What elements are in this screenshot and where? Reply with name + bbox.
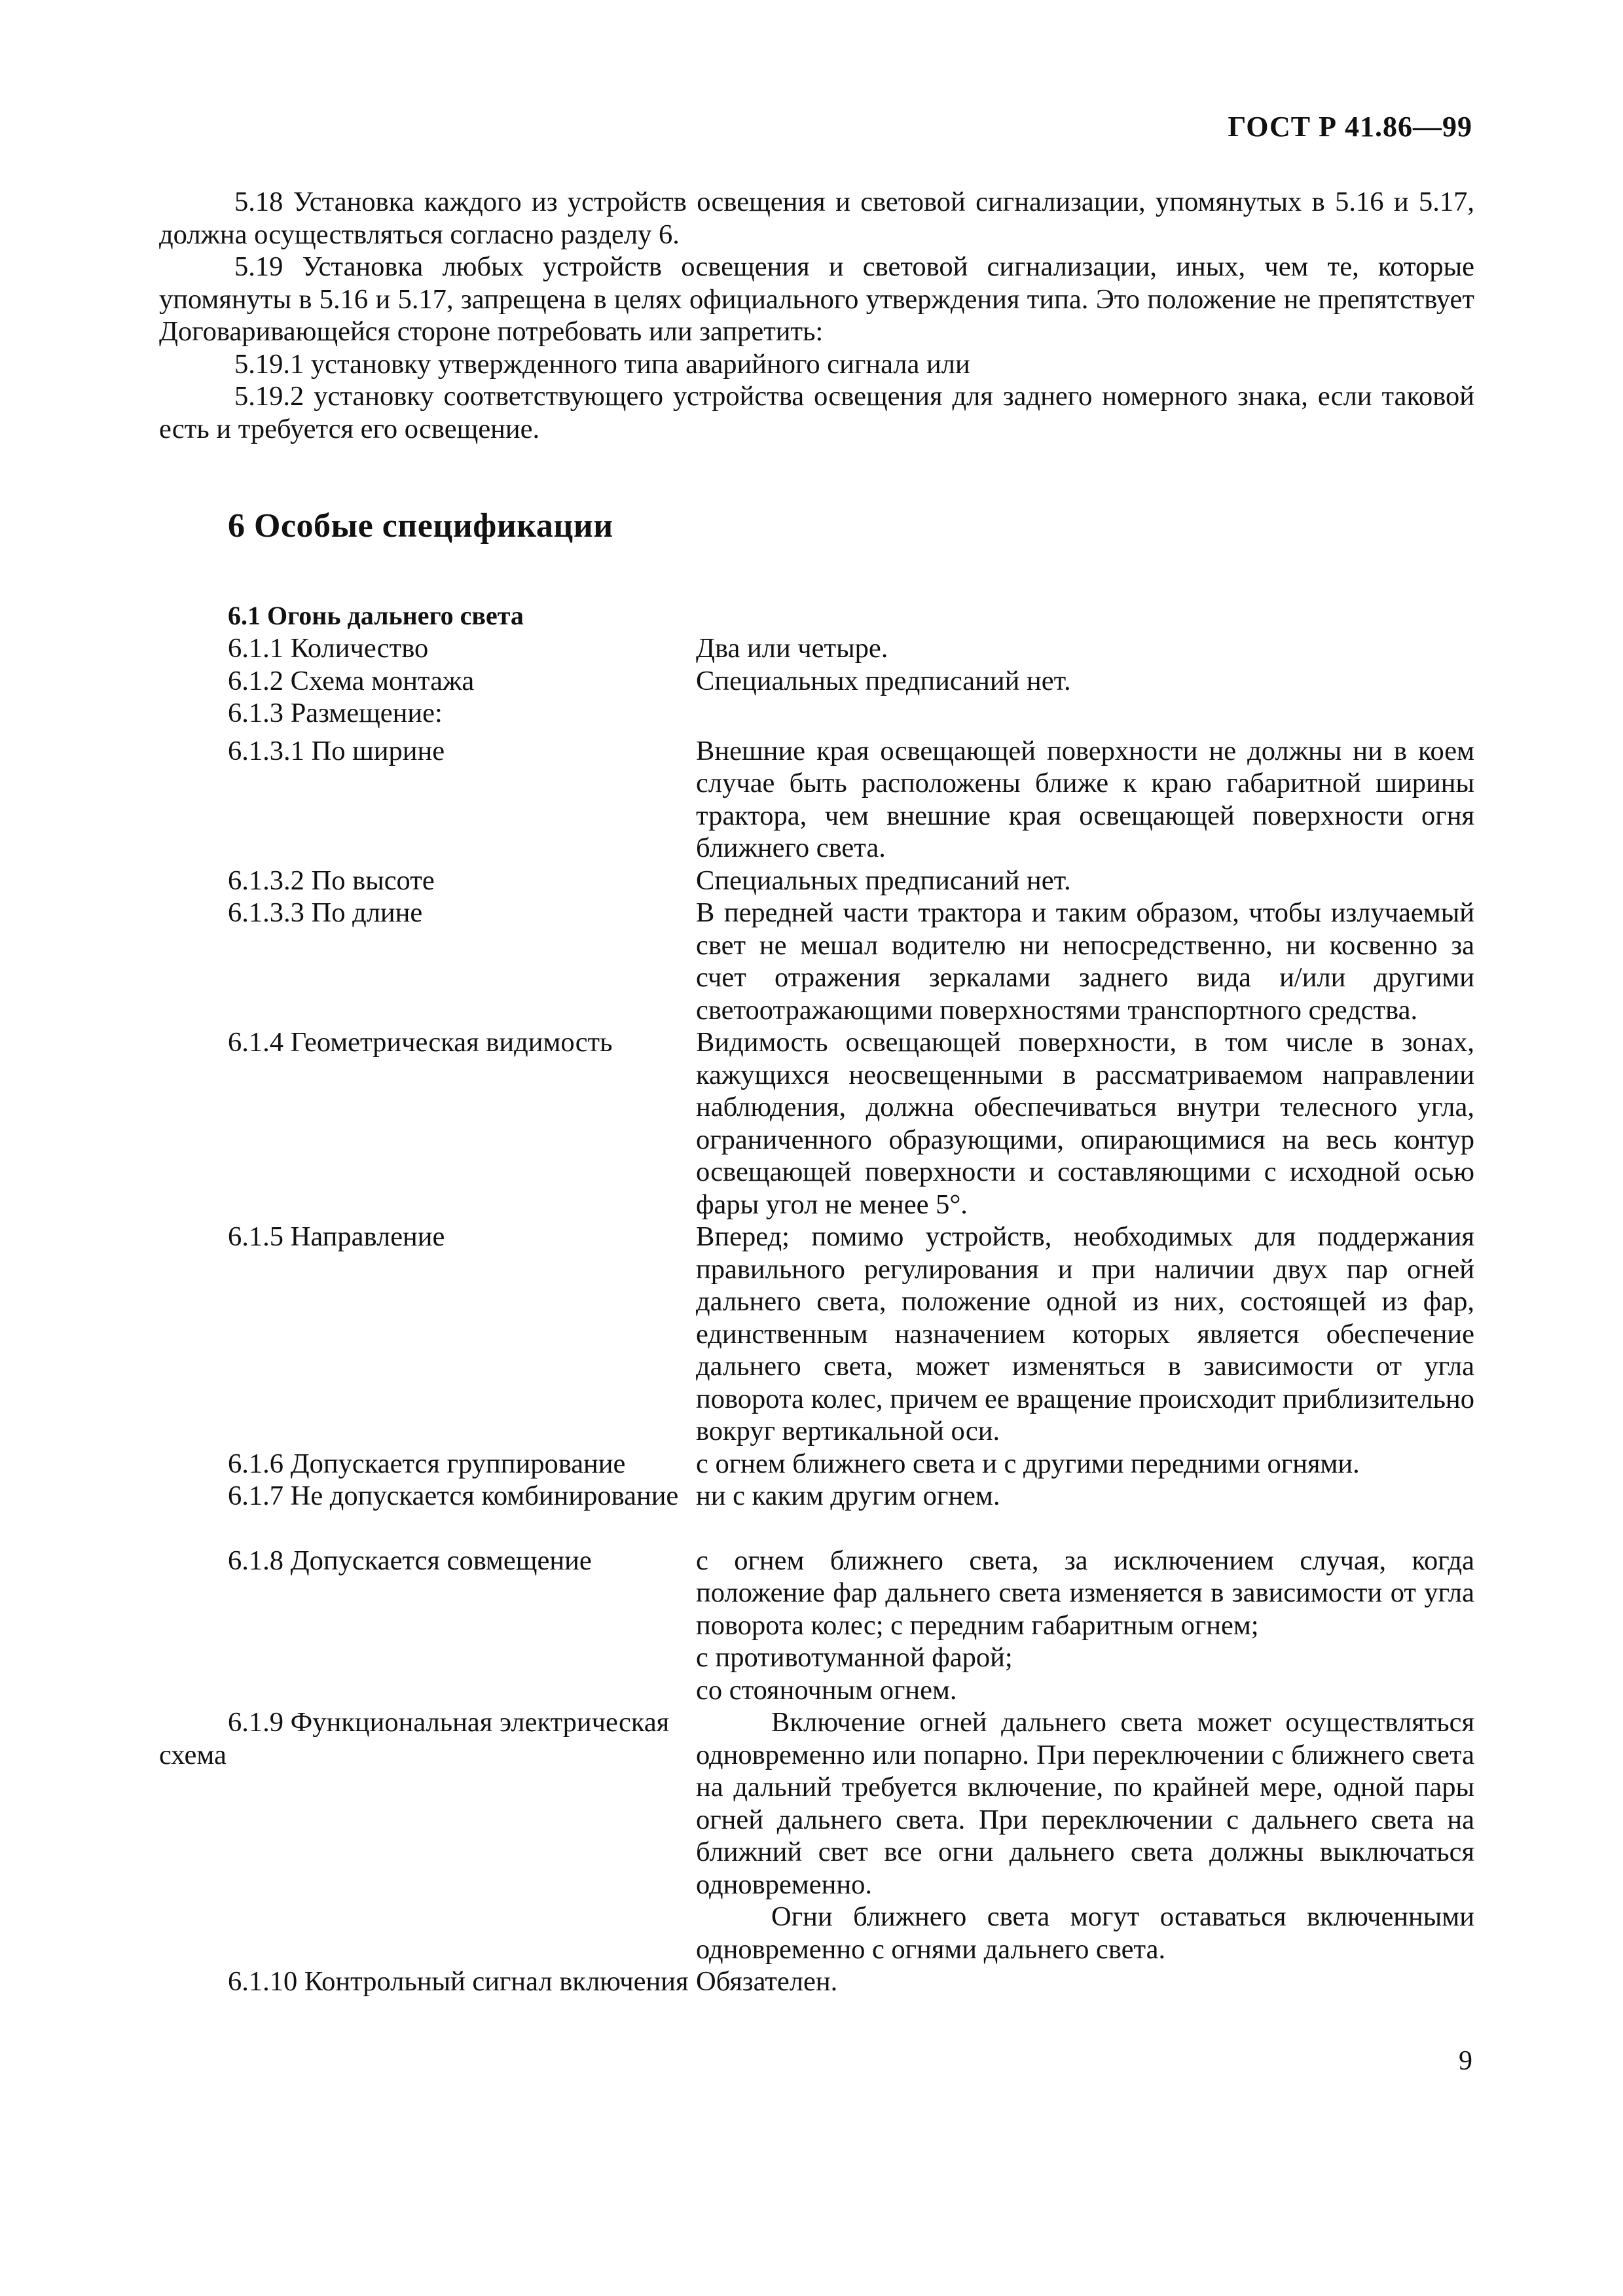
- spec-label: 6.1.1 Количество: [228, 633, 429, 664]
- spec-label: 6.1.3.2 По высоте: [228, 865, 435, 896]
- spec-label: 6.1.3 Размещение:: [228, 698, 443, 728]
- subsection-heading: 6.1 Огонь дальнего света: [228, 601, 524, 630]
- spec-value-block: [696, 1706, 1474, 1965]
- spec-value-extra: Огни ближнего света могут оставаться включенными одновременно с огнями дальнего света.: [696, 1901, 1474, 1965]
- spec-value: Видимость освещающей поверхности, в том числе в зонах, кажущихся неосвещенными в рассматриваемом направлении наблюдения, должна обеспечиваться внутри телесного угла, ограниченного образующими, опирающимися на весь контур освещающей поверхности и составляющими с исходной осью фары угол не менее 5°.: [696, 1027, 1474, 1220]
- spec-row: [159, 665, 1474, 698]
- spec-row: [159, 1480, 1474, 1513]
- spec-label: 6.1.2 Схема монтажа: [228, 665, 475, 696]
- spec-label: 6.1.8 Допускается совмещение: [228, 1545, 592, 1576]
- spec-row: [159, 1706, 1474, 1965]
- spec-label: 6.1.3.1 По ширине: [228, 735, 445, 766]
- spec-value: Два или четыре.: [696, 633, 888, 664]
- spec-row: [159, 897, 1474, 1026]
- spec-row: [159, 1965, 1474, 1998]
- spec-value-extra: с противотуманной фарой;: [696, 1642, 1013, 1673]
- paragraph-5-19-1: 5.19.1 установку утвержденного типа аварийного сигнала или: [234, 348, 970, 380]
- spec-label: 6.1.10 Контрольный сигнал включения: [228, 1966, 689, 1997]
- intro-block: [159, 186, 1474, 445]
- spec-label: 6.1.3.3 По длине: [228, 897, 423, 928]
- spec-row: [159, 735, 1474, 865]
- paragraph-5-18: 5.18 Установка каждого из устройств освещения и световой сигнализации, упомянутых в 5.16 и 5.17, должна осуществляться согласно разделу 6.: [159, 187, 1474, 250]
- section-heading: 6 Особые спецификации: [228, 507, 613, 545]
- spec-label: 6.1.4 Геометрическая видимость: [228, 1027, 613, 1058]
- standard-id: ГОСТ Р 41.86—99: [1228, 111, 1472, 143]
- spec-value-extra: со стояночным огнем.: [696, 1674, 957, 1706]
- paragraph-5-19: 5.19 Установка любых устройств освещения и световой сигнализации, иных, чем те, которые упомянуты в 5.16 и 5.17, запрещена в целях официального утверждения типа. Это положение не препятствует Договаривающейся стороне потребовать или запретить:: [159, 251, 1474, 347]
- spec-label: 6.1.7 Не допускается комбинирование: [228, 1480, 679, 1511]
- spec-value: Вперед; помимо устройств, необходимых для поддержания правильного регулирования и при наличии двух пар огней дальнего света, положение одной из них, состоящей из фар, единственным назначением которых является обеспечение дальнего света, может изменяться в зависимости от угла поворота колес, причем ее вращение происходит приблизительно вокруг вертикальной оси.: [696, 1221, 1474, 1446]
- spec-value: В передней части трактора и таким образом, чтобы излучаемый свет не мешал водителю ни непосредственно, ни косвенно за счет отражения зеркалами заднего вида и/или другими светоотражающими поверхностями транспортного средства.: [696, 897, 1474, 1026]
- spec-row: [159, 1545, 1474, 1707]
- spec-row: [159, 697, 1474, 730]
- spec-row: [159, 865, 1474, 897]
- spec-label: 6.1.5 Направление: [228, 1221, 445, 1252]
- spec-value: с огнем ближнего света и с другими передними огнями.: [696, 1448, 1360, 1479]
- spec-value: с огнем ближнего света, за исключением случая, когда положение фар дальнего света изменяется в зависимости от угла поворота колес; с передним габаритным огнем;: [696, 1545, 1474, 1641]
- spec-value: Внешние края освещающей поверхности не должны ни в коем случае быть расположены ближе к краю габаритной ширины трактора, чем внешние края освещающей поверхности огня ближнего света.: [696, 735, 1474, 863]
- page-number: 9: [1459, 2046, 1472, 2076]
- spec-value: Обязателен.: [696, 1966, 838, 1997]
- spec-value: Включение огней дальнего света может осуществляться одновременно или попарно. При переключении с ближнего света на дальний требуется включение, по крайней мере, одной пары огней дальнего света. При переключении с дальнего света на ближний свет все огни дальнего света должны выключаться одновременно.: [696, 1707, 1474, 1900]
- spec-value: Специальных предписаний нет.: [696, 665, 1071, 696]
- paragraph-5-19-2: 5.19.2 установку соответствующего устройства освещения для заднего номерного знака, если таковой есть и требуется его освещение.: [159, 381, 1474, 444]
- spec-value: Специальных предписаний нет.: [696, 865, 1071, 896]
- spec-label: 6.1.6 Допускается группирование: [228, 1448, 626, 1479]
- spec-row: [159, 1026, 1474, 1221]
- spec-value: [696, 697, 1474, 730]
- spec-label: 6.1.9 Функциональная электрическая схема: [159, 1707, 670, 1770]
- spec-table: [159, 632, 1474, 1998]
- spec-row: [159, 1221, 1474, 1448]
- spec-row: [159, 632, 1474, 665]
- spec-row: [159, 1448, 1474, 1480]
- spec-value: ни с каким другим огнем.: [696, 1480, 1000, 1511]
- spec-value-block: [696, 1545, 1474, 1707]
